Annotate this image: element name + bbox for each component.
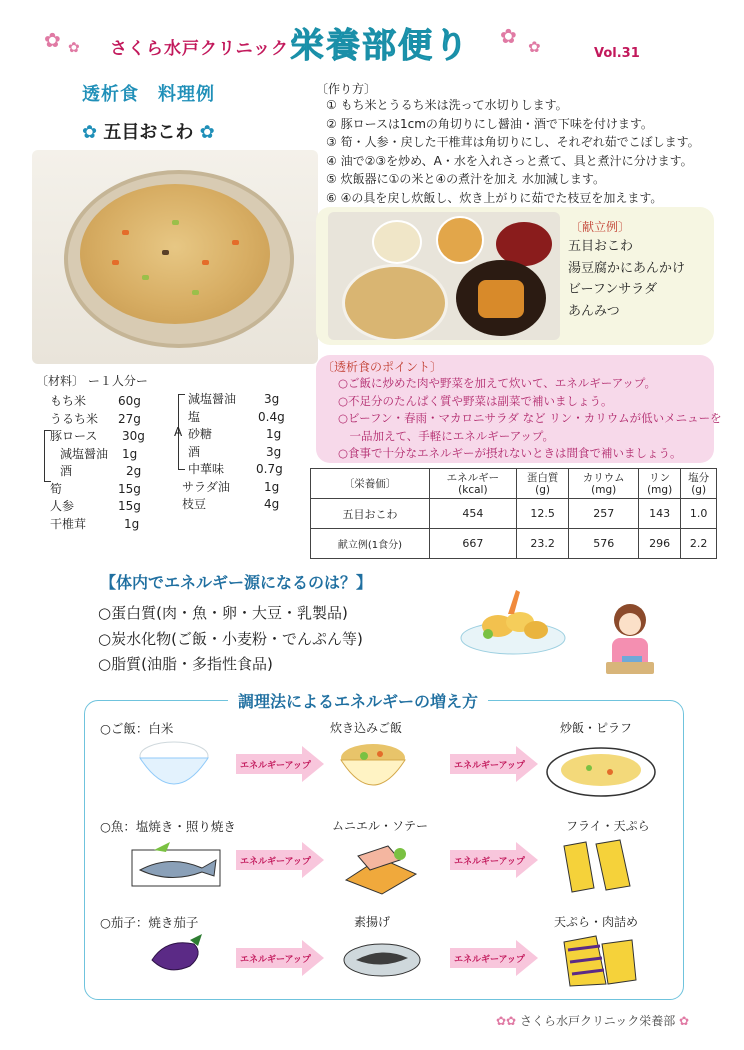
menu-item: ビーフンサラダ — [568, 282, 658, 297]
material-name: 酒 — [188, 444, 201, 459]
sakura-icon: ✿ — [500, 24, 517, 48]
material-row — [182, 496, 282, 514]
pork-bracket — [44, 430, 51, 482]
material-row — [188, 444, 288, 462]
points-list — [338, 375, 722, 463]
material-amount: 0.4g — [258, 409, 285, 424]
okowa-dish — [342, 264, 448, 340]
tofu-ankake — [478, 280, 524, 318]
sakura-icon: ✿ — [528, 38, 541, 56]
row-label-rice: ○ご飯：白米 — [100, 721, 174, 736]
material-amount: 27g — [118, 411, 141, 426]
col-label-takikomi: 炊き込みご飯 — [330, 721, 403, 735]
arrow-label: エネルギーアップ — [240, 857, 311, 867]
material-name: 減塩醤油 — [60, 446, 109, 461]
point-item: 一品加えて、手軽にエネルギーアップ。 — [338, 428, 554, 443]
table-cell: 2.2 — [681, 529, 717, 559]
col-label-tempura-stuffed: 天ぷら・肉詰め — [554, 915, 639, 929]
arrow-label: エネルギーアップ — [240, 761, 311, 771]
table-header: 蛋白質 (g) — [516, 469, 569, 499]
step-item: ⑤ 炊飯器に①の米と④の煮汁を加え 水加減します。 — [326, 172, 605, 186]
col-label-meuniere: ムニエル・ソテー — [332, 819, 429, 833]
energy-list — [98, 601, 363, 678]
table-header: カリウム (mg) — [569, 469, 639, 499]
steps-list — [326, 96, 736, 207]
material-amount: 1g — [266, 427, 282, 441]
table-cell: 献立例(1食分) — [311, 529, 430, 559]
carrot-piece — [232, 240, 239, 245]
energy-item: ○脂質(油脂・多指性食品) — [98, 655, 273, 673]
menu-item: 湯豆腐かにあんかけ — [568, 260, 686, 276]
anmitsu-dish — [436, 216, 484, 264]
material-amount: 4g — [264, 497, 280, 511]
material-row — [50, 446, 150, 464]
row-label-fish: ○魚：塩焼き・照り焼き — [100, 819, 236, 834]
masthead-title: 栄養部便り — [290, 26, 470, 66]
row-label-eggplant: ○茄子：焼き茄子 — [100, 915, 199, 930]
carrot-piece — [202, 260, 209, 265]
menu-item: あんみつ — [568, 303, 620, 319]
energy-item: ○炭水化物(ご飯・小麦粉・でんぷん等) — [98, 629, 363, 648]
material-name: もち米 — [50, 394, 87, 408]
carrot-piece — [112, 260, 119, 265]
salad-dish — [372, 220, 422, 264]
arrow-label: エネルギーアップ — [454, 761, 525, 771]
col-label-fried-rice: 炒飯・ピラフ — [560, 721, 633, 735]
white-rice-icon — [136, 738, 212, 794]
header — [0, 0, 744, 72]
materials-right — [182, 391, 288, 514]
meuniere-icon — [340, 836, 420, 896]
table-cell: 12.5 — [516, 499, 569, 529]
material-name: 干椎茸 — [50, 516, 87, 531]
tempura-illustration — [458, 584, 568, 658]
sakura-icon: ✿ — [44, 28, 61, 52]
sakura-icon: ✿✿ — [496, 1014, 517, 1028]
table-row — [311, 499, 717, 529]
material-row — [188, 409, 288, 427]
fried-rice-icon — [544, 740, 658, 800]
material-amount: 60g — [118, 394, 141, 408]
material-name: 塩 — [188, 409, 201, 424]
material-name: 枝豆 — [182, 497, 207, 511]
group-a-label: A — [174, 425, 183, 439]
menu-photo — [328, 212, 560, 340]
deep-fried-eggplant-icon — [342, 930, 422, 980]
material-row — [50, 498, 150, 516]
eggplant-icon — [146, 930, 206, 978]
steps-title: 〔作り方〕 — [316, 82, 377, 96]
table-cell: 576 — [569, 529, 639, 559]
flower-icon: ✿ — [199, 122, 215, 143]
material-row — [50, 428, 150, 446]
table-cell: 五目おこわ — [311, 499, 430, 529]
table-header: 〔栄養価〕 — [311, 469, 430, 499]
material-row — [50, 463, 150, 481]
material-amount: 3g — [266, 444, 282, 459]
bean-piece — [142, 275, 149, 280]
step-item: ① もち米とうるち米は洗って水切りします。 — [326, 98, 568, 112]
carrot-piece — [122, 230, 129, 235]
material-amount: 1g — [264, 479, 280, 494]
footer — [496, 1012, 689, 1029]
material-name: 中華味 — [188, 462, 225, 476]
table-cell: 257 — [569, 499, 639, 529]
material-name: 筍 — [50, 481, 63, 496]
dish-name — [82, 118, 215, 144]
arrow-label: エネルギーアップ — [454, 955, 525, 965]
table-header: リン (mg) — [638, 469, 680, 499]
table-cell: 296 — [638, 529, 680, 559]
energy-item: ○蛋白質(肉・魚・卵・大豆・乳製品) — [98, 604, 348, 622]
footer-text: さくら水戸クリニック栄養部 — [519, 1014, 676, 1028]
material-amount: 0.7g — [256, 462, 283, 476]
section-title: 透析食 料理例 — [82, 84, 215, 105]
col-label-fry: フライ・天ぷら — [566, 819, 650, 833]
material-name: うるち米 — [50, 411, 99, 426]
materials-title: 〔材料〕 ー１人分ー — [36, 374, 148, 388]
material-row — [50, 516, 150, 534]
material-row — [50, 481, 150, 499]
material-amount: 15g — [118, 481, 141, 496]
material-row — [182, 479, 282, 497]
menu-item: 五目おこわ — [568, 239, 634, 254]
arrow-label: エネルギーアップ — [240, 955, 311, 965]
dish-photo — [32, 150, 318, 364]
eggplant-tempura-icon — [556, 930, 640, 990]
material-amount: 1g — [122, 446, 138, 461]
material-name: 減塩醤油 — [188, 392, 237, 406]
sakura-icon: ✿ — [679, 1014, 690, 1028]
mushroom-piece — [162, 250, 169, 255]
cooking-title: 調理法によるエネルギーの増え方 — [228, 689, 488, 712]
materials-left — [50, 393, 150, 533]
point-item: ○ご飯に炒めた肉や野菜を加えて炊いて、エネルギーアップ。 — [338, 376, 657, 390]
fried-fish-icon — [556, 836, 636, 896]
flower-icon: ✿ — [82, 122, 98, 143]
table-header: 塩分 (g) — [681, 469, 717, 499]
step-item: ③ 筍・人参・戻した干椎茸は角切りにし、それぞれ茹でこぼします。 — [326, 135, 700, 149]
grilled-fish-icon — [130, 840, 222, 892]
table-cell: 667 — [430, 529, 517, 559]
material-name: 砂糖 — [188, 427, 213, 441]
sakura-icon: ✿ — [68, 40, 80, 56]
takikomi-rice-icon — [338, 740, 408, 798]
material-row — [188, 391, 288, 409]
col-label-sudori: 素揚げ — [354, 915, 391, 929]
table-header: エネルギー (kcal) — [430, 469, 517, 499]
material-amount: 15g — [118, 499, 141, 513]
material-row — [188, 426, 288, 444]
table-cell: 143 — [638, 499, 680, 529]
table-header-row — [311, 469, 717, 499]
material-row — [50, 411, 150, 429]
material-amount: 2g — [126, 464, 142, 478]
material-amount: 30g — [122, 429, 145, 443]
material-name: 人参 — [50, 499, 75, 513]
material-name: 豚ロース — [50, 429, 98, 443]
bean-piece — [192, 290, 199, 295]
point-item: ○食事で十分なエネルギーが摂れないときは間食で補いましょう。 — [338, 446, 682, 460]
material-name: 酒 — [60, 464, 73, 478]
table-row — [311, 529, 717, 559]
arrow-label: エネルギーアップ — [454, 857, 525, 867]
menu-list — [568, 236, 685, 322]
bean-piece — [172, 220, 179, 225]
table-cell: 454 — [430, 499, 517, 529]
step-item: ④ 油で②③を炒め、A・水を入れさっと煮て、具と煮汁に分けます。 — [326, 153, 693, 168]
menu-title: 〔献立例〕 — [570, 220, 631, 234]
volume-number: Vol.31 — [594, 46, 640, 61]
material-row — [50, 393, 150, 411]
points-title: 〔透析食のポイント〕 — [322, 360, 443, 374]
step-item: ⑥ ④の具を戻し炊飯し、炊き上がりに茹でた枝豆を加えます。 — [326, 190, 663, 205]
point-item: ○ビーフン・春雨・マカロニサラダ など リン・カリウムが低いメニューを — [338, 411, 722, 425]
material-name: サラダ油 — [182, 479, 230, 494]
nutrition-table — [310, 468, 717, 559]
clinic-name: さくら水戸クリニック — [110, 39, 289, 59]
energy-title: 【体内でエネルギー源になるのは？】 — [100, 573, 373, 592]
point-item: ○不足分のたんぱく質や野菜は副菜で補いましょう。 — [338, 393, 613, 408]
woman-cooking-illustration — [602, 600, 658, 684]
material-amount: 3g — [264, 392, 280, 406]
table-cell: 1.0 — [681, 499, 717, 529]
okowa-rice-image — [80, 184, 270, 324]
material-amount: 1g — [124, 516, 140, 531]
table-cell: 23.2 — [516, 529, 569, 559]
step-item: ② 豚ロースは1cmの角切りにし醤油・酒で下味を付けます。 — [326, 116, 653, 131]
dish-name-text: 五目おこわ — [103, 122, 194, 143]
material-row — [188, 461, 288, 479]
